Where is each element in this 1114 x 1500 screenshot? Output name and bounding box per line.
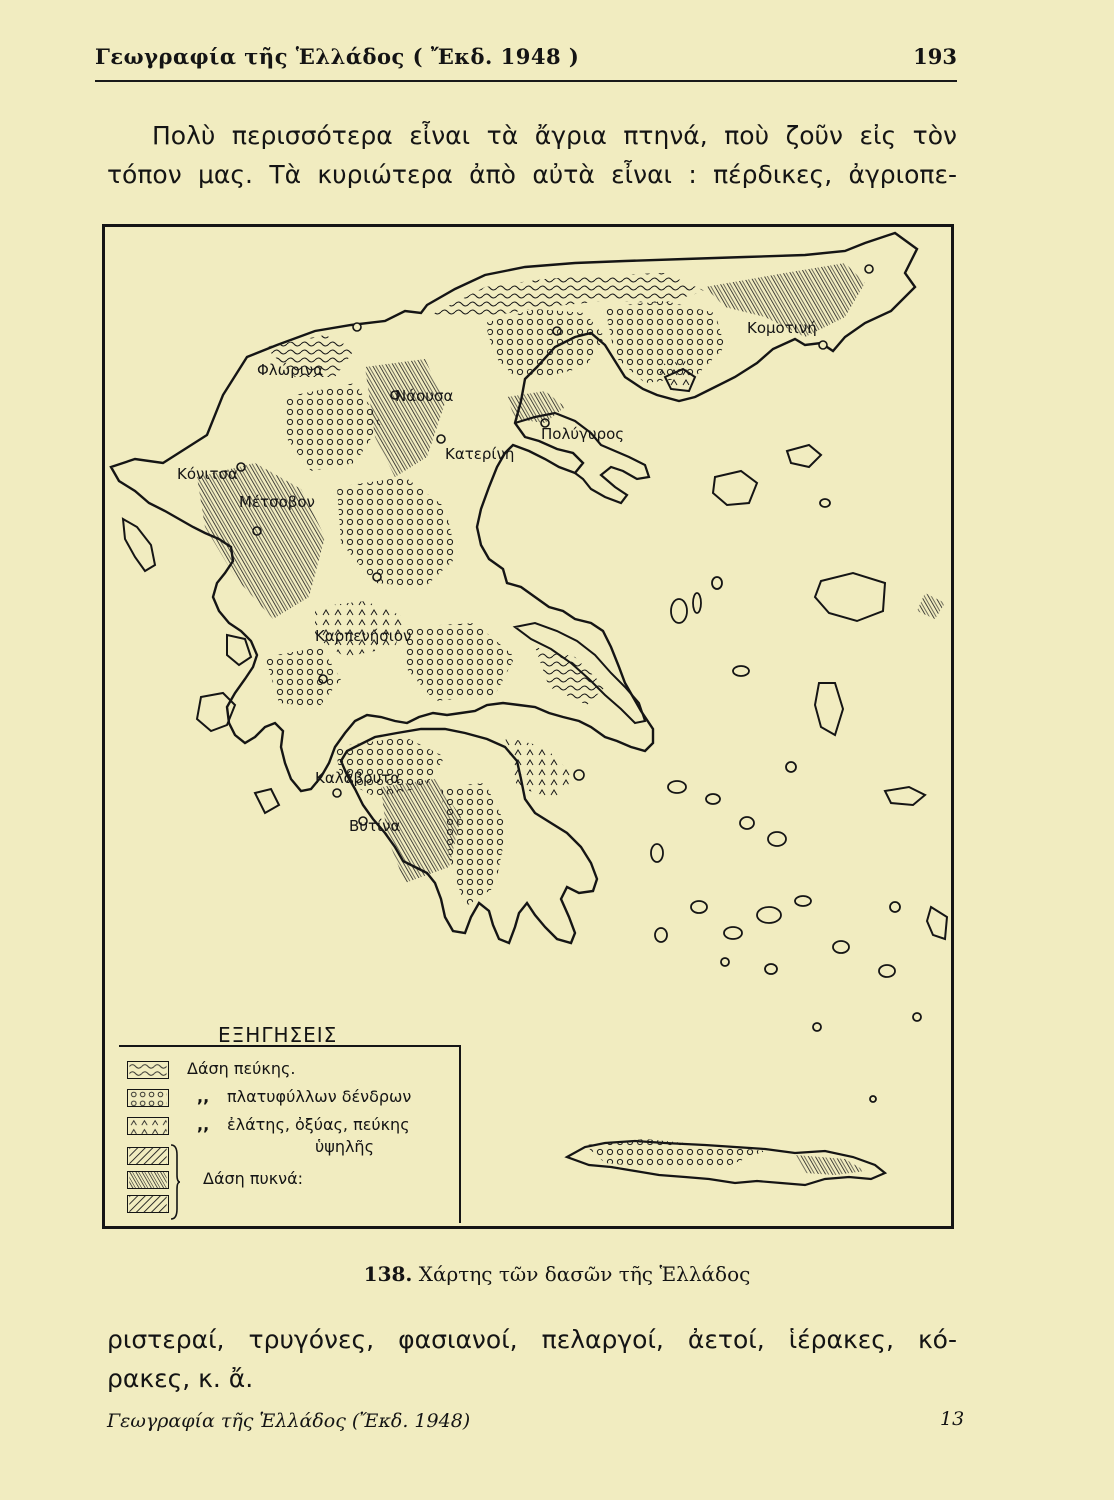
corfu-outline xyxy=(123,519,155,571)
figure-caption-text: Χάρτης τῶν δασῶν τῆς Ἑλλάδος xyxy=(418,1262,751,1286)
legend-title: ΕΞΗΓΗΣΕΙΣ xyxy=(218,1023,338,1047)
legend-label-dense: Δάση πυκνά: xyxy=(203,1169,304,1188)
samos-outline xyxy=(885,787,925,805)
label-kalavryta: Καλάβρυτα xyxy=(315,769,401,787)
legend-label-broadleaf: πλατυφύλλων δένδρων xyxy=(227,1087,412,1106)
legend-label-highland: ὑψηλῆς xyxy=(315,1137,374,1156)
label-florina: Φλώρινα xyxy=(257,361,324,379)
text-line: τόπον μας. Τὰ κυριώτερα ἀπὸ αὐτὰ εἶναι : πέρδικες, ἀγριοπε- xyxy=(107,160,957,189)
lefkada-outline xyxy=(227,635,251,665)
samothrace-outline xyxy=(787,445,821,467)
text-line: ρακες, κ. ἄ. xyxy=(107,1364,254,1393)
intro-paragraph xyxy=(107,116,957,194)
swatch-dense-3 xyxy=(127,1195,169,1213)
outro-paragraph xyxy=(107,1320,957,1398)
legend-label-pine: Δάση πεύκης. xyxy=(187,1059,296,1078)
lesvos-outline xyxy=(815,573,885,621)
lemnos-outline xyxy=(713,471,757,505)
ditto-mark: ,, xyxy=(197,1115,210,1134)
swatch-broadleaf xyxy=(127,1089,169,1107)
map-legend xyxy=(119,1045,461,1223)
label-komotini: Κομοτινή xyxy=(747,319,817,337)
swatch-dense-1 xyxy=(127,1147,169,1165)
running-title: Γεωγραφία τῆς Ἑλλάδος ( Ἔκδ. 1948 ) xyxy=(95,44,580,69)
legend-label-fir: ἐλάτης, ὀξύας, πεύκης xyxy=(227,1115,410,1134)
label-katerini: Κατερίνη xyxy=(445,445,515,463)
chios-outline xyxy=(815,683,843,735)
label-metsovon: Μέτσοβον xyxy=(239,493,315,511)
ditto-mark: ,, xyxy=(197,1087,210,1106)
header-rule xyxy=(95,80,957,82)
legend-brace xyxy=(169,1143,181,1221)
page-number: 193 xyxy=(913,44,957,69)
figure-number: 138. xyxy=(363,1262,413,1286)
swatch-dense-2 xyxy=(127,1171,169,1189)
swatch-fir xyxy=(127,1117,169,1135)
small-islands xyxy=(651,499,921,1102)
running-head xyxy=(95,44,957,74)
label-konitsa: Κόνιτσα xyxy=(177,465,238,483)
footer-page-number: 13 xyxy=(940,1408,965,1430)
figure-caption xyxy=(0,1262,1114,1286)
text-line: Πολὺ περισσότερα εἶναι τὰ ἄγρια πτηνά, ποὺ ζοῦν εἰς τὸν xyxy=(152,121,957,150)
zakynthos-outline xyxy=(255,789,279,813)
label-naousa: Νάουσα xyxy=(395,387,454,405)
label-polygyros: Πολύγυρος xyxy=(541,425,625,443)
swatch-pine xyxy=(127,1061,169,1079)
footer-title: Γεωγραφία τῆς Ἑλλάδος (Ἔκδ. 1948) xyxy=(107,1410,471,1432)
rhodes-outline xyxy=(927,907,947,939)
label-karpenision: Καρπενήσιον xyxy=(315,627,412,645)
label-vytina: Βυτίνα xyxy=(349,817,401,835)
text-line: ριστεραί, τρυγόνες, φασιανοί, πελαργοί, ἀετοί, ἱέρακες, κό- xyxy=(107,1325,957,1354)
forest-map-figure xyxy=(102,224,954,1229)
